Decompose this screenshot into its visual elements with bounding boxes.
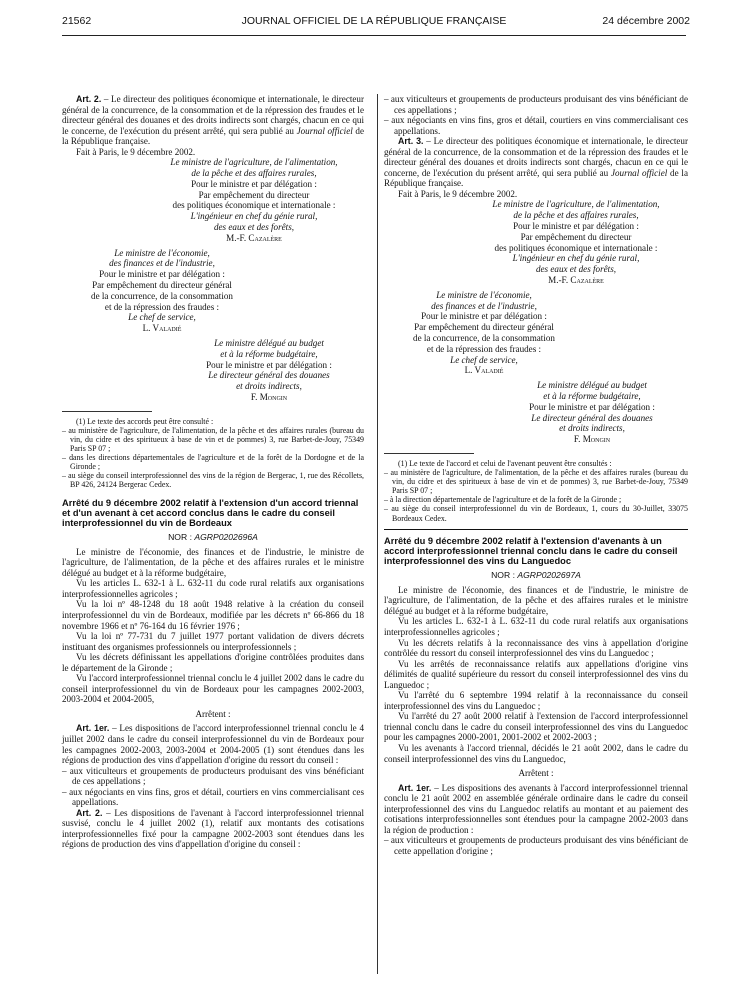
signature-economie: Le ministre de l'économie, des finances et de l'industrie, Pour le ministre et par délégation : Par empêchement du directeur général de la concurrence, de la consommation et de la répression des fraudes : Le chef de service, L. Valadié [384,290,584,376]
signature-economie: Le ministre de l'économie, des finances et de l'industrie, Pour le ministre et par délégation : Par empêchement du directeur général de la concurrence, de la consommation et de la répression des fraudes : Le chef de service, L. Valadié [62,248,262,334]
right-column: – aux viticulteurs et groupements de producteurs produisant des vins bénéficiant de ces appellations ; – aux négociants en vins fins, gros et détail, courtiers en vins commercialisant ces appellations. Art. 3. – Le directeur des politiques économique et internationale, le directeur général de la concurrence, de la consommation et de la répression des fraudes et le directeur général des douanes et droits indirects sont chargés, chacun en ce qui le concerne, de l'exécution du présent arrêté, qui sera publié au Journal officiel de la République française. Fait à Paris, le 9 décembre 2002. Le ministre de l'agriculture, de l'alimentation, de la pêche et des affaires rurales, Pour le ministre et par délégation : Par empêchement du directeur des politiques économique et internationale : L'ingénieur en chef du génie rural, des eaux et des forêts, M.-F. Cazalère Le ministre de l'économie, des finances et de l'industrie, Pour le ministre et par délégation : Par empêchement du directeur général de la concurrence, de la consommation et de la répression des fraudes : Le chef de service, L. Valadié Le ministre délégué au budget et à la réforme budgétaire, Pour le ministre et par délégation : Le directeur général des douanes et droits indirects, F. Mongin (1) Le texte de l'accord et celui de l'avenant peuvent être consultés : – au ministère de l'agriculture, de l'alimentation, de la pêche et des affaires rurales (bureau du vin, du cidre et des spiritueux à base de vin et de pommes) 3, rue Barbet-de-Jouy, 75349 Paris SP 07 ; – à la direction départementale de l'agriculture et de la forêt de la Gironde ; – au siège du conseil interprofessionnel du vin de Bordeaux, 1, cours du 30-Juillet, 33075 Bordeaux Cedex. Arrêté du 9 décembre 2002 relatif à l'extension d'avenants à un accord interprofessionnel triennal conclu dans le cadre du conseil interprofessionnel des vins du Languedoc NOR : AGRP0202697A Le ministre de l'économie, des finances et de l'industrie, le ministre de l'agriculture, de l'alimentation, de la pêche et des affaires rurales et le ministre délégué au budget et à la réforme budgétaire, Vu les articles L. 632-1 à L. 632-11 du code rural relatifs aux organisations interprofessionnelles agricoles ; Vu les décrets relatifs à la reconnaissance des vins à appellation d'origine contrôlée du ressort du conseil interprofessionnel des vins du Languedoc ; Vu les arrêtés de reconnaissance relatifs aux appellations d'origine vins délimités de qualité supérieure du ressort du conseil interprofessionnel des vins du Languedoc ; Vu l'arrêté du 6 septembre 1994 relatif à la reconnaissance du conseil interprofessionnel des vins du Languedoc ; Vu l'arrêté du 27 août 2000 relatif à l'extension de l'accord interprofessionnel triennal conclu dans le cadre du conseil interprofessionnel des vins du Languedoc pour les campagnes 2000-2001, 2001-2002 et 2002-2003 ; Vu les avenants à l'accord triennal, décidés le 21 août 2002, dans le cadre du conseil interprofessionnel des vins du Languedoc, Arrêtent : Art. 1er. – Les dispositions des avenants à l'accord interprofessionnel triennal conclu le 21 août 2002 en assemblée générale ordinaire dans le cadre du conseil interprofessionnel des vins du Languedoc relatifs au montant et au paiement des cotisations interprofessionnelles sont étendues pour la campagne 2002-2003 dans la région de production : – aux viticulteurs et groupements de producteurs produisant des vins bénéficiant de cette appellation d'origine ; [384,94,688,856]
arretent-heading: Arrêtent : [195,708,231,719]
article-label: Art. 2. [76,94,102,104]
article-2-paragraph: Art. 2. – Le directeur des politiques économique et internationale, le directeur général de la concurrence, de la consommation et de la répression des fraudes et le directeur général des douanes et des droits indirects sont chargés, chacun en ce qui le concerne, de l'exécution du présent arrêté, qui sera publié au Journal officiel de la République française. [62,94,364,147]
section-rule [384,529,688,530]
signatory-name: L. Valadié [464,365,504,376]
header-rule [62,35,686,36]
article-1-paragraph: Art. 1er. – Les dispositions des avenants à l'accord interprofessionnel triennal conclu le 21 août 2002 en assemblée générale ordinaire dans le cadre du conseil interprofessionnel des vins du Languedoc relatifs au montant et au paiement des cotisations interprofessionnelles sont étendues pour la campagne 2002-2003 dans la région de production : [384,782,688,835]
place-date: Fait à Paris, le 9 décembre 2002. [398,188,518,199]
place-date: Fait à Paris, le 9 décembre 2002. [76,146,196,157]
column-divider [377,94,378,974]
page-header [58,16,690,30]
signature-agriculture: Le ministre de l'agriculture, de l'alimentation, de la pêche et des affaires rurales, Pour le ministre et par délégation : Par empêchement du directeur des politiques économique et internationale : L'ingénieur en chef du génie rural, des eaux et des forêts, M.-F. Cazalère [472,199,680,285]
journal-title: JOURNAL OFFICIEL DE LA RÉPUBLIQUE FRANÇAISE [241,15,507,27]
signatory-name: L. Valadié [142,323,182,334]
page-number: 21562 [62,15,92,27]
signatory-name: M.-F. Cazalère [226,232,282,243]
signature-budget: Le ministre délégué au budget et à la réforme budgétaire, Pour le ministre et par délégation : Le directeur général des douanes et droits indirects, F. Mongin [180,338,358,403]
issue-date: 24 décembre 2002 [602,15,690,27]
decree-title: Arrêté du 9 décembre 2002 relatif à l'extension d'avenants à un accord interprofessionnel triennal conclu dans le cadre du conseil interprofessionnel des vins du Languedoc [384,535,678,567]
signatory-name: M.-F. Cazalère [548,275,604,286]
article-3-paragraph: Art. 3. – Le directeur des politiques économique et internationale, le directeur général de la concurrence, de la consommation et de la répression des fraudes et le directeur général des douanes et droits indirects sont chargés, chacun en ce qui le concerne, de l'exécution du présent arrêté, qui sera publié au Journal officiel de la République française. [384,136,688,189]
decree-title: Arrêté du 9 décembre 2002 relatif à l'extension d'un accord triennal et d'un avenant à cet accord conclus dans le cadre du conseil interprofessionnel du vin de Bordeaux [62,497,359,528]
nor-reference: NOR : AGRP0202697A [491,570,581,581]
article-1-paragraph: Art. 1er. – Les dispositions de l'accord interprofessionnel triennal conclu le 4 juillet 2002 dans le cadre du conseil interprofessionnel du vin de Bordeaux pour les campagnes 2002-2003, 2003-2004 et 2004-2005 (1) sont étendues dans les régions de production des vins d'appellation d'origine du ressort du conseil : [62,723,364,766]
footnotes: (1) Le texte de l'accord et celui de l'avenant peuvent être consultés : – au ministère de l'agriculture, de l'alimentation, de la pêche et des affaires rurales (bureau du vin, du cidre et des spiritueux à base de vin et de pommes) 3, rue Barbet-de-Jouy, 75349 Paris SP 07 ; – à la direction départementale de l'agriculture et de la forêt de la Gironde ; – au siège du conseil interprofessionnel du vin de Bordeaux, 1, cours du 30-Juillet, 33075 Bordeaux Cedex. [384,459,688,523]
signature-budget: Le ministre délégué au budget et à la réforme budgétaire, Pour le ministre et par délégation : Le directeur général des douanes et droits indirects, F. Mongin [502,380,682,445]
footnotes: (1) Le texte des accords peut être consulté : – au ministère de l'agriculture, de l'alimentation, de la pêche et des affaires rurales (bureau du vin, du cidre et des spiritueux à base de vin et de pommes) 3, rue Barbet-de-Jouy, 75349 Paris SP 07 ; – dans les directions départementales de l'agriculture et de la forêt de la Dordogne et de la Gironde ; – au siège du conseil interprofessionnel des vins de la région de Bergerac, 1, rue des Récollets, BP 426, 24124 Bergerac Cedex. [62,416,364,490]
footnote-rule [62,411,152,412]
left-column: Art. 2. – Le directeur des politiques économique et internationale, le directeur général de la concurrence, de la consommation et de la répression des fraudes et le directeur général des douanes et des droits indirects sont chargés, chacun en ce qui le concerne, de l'exécution du présent arrêté, qui sera publié au Journal officiel de la République française. Fait à Paris, le 9 décembre 2002. Le ministre de l'agriculture, de l'alimentation, de la pêche et des affaires rurales, Pour le ministre et par délégation : Par empêchement du directeur des politiques économique et internationale : L'ingénieur en chef du génie rural, des eaux et des forêts, M.-F. Cazalère Le ministre de l'économie, des finances et de l'industrie, Pour le ministre et par délégation : Par empêchement du directeur général de la concurrence, de la consommation et de la répression des fraudes : Le chef de service, L. Valadié Le ministre délégué au budget et à la réforme budgétaire, Pour le ministre et par délégation : Le directeur général des douanes et droits indirects, F. Mongin (1) Le texte des accords peut être consulté : – au ministère de l'agriculture, de l'alimentation, de la pêche et des affaires rurales (bureau du vin, du cidre et des spiritueux à base de vin et de pommes) 3, rue Barbet-de-Jouy, 75349 Paris SP 07 ; – dans les directions départementales de l'agriculture et de la forêt de la Dordogne et de la Gironde ; – au siège du conseil interprofessionnel des vins de la région de Bergerac, 1, rue des Récollets, BP 426, 24124 Bergerac Cedex. Arrêté du 9 décembre 2002 relatif à l'extension d'un accord triennal et d'un avenant à cet accord conclus dans le cadre du conseil interprofessionnel du vin de Bordeaux NOR : AGRP0202696A Le ministre de l'économie, des finances et de l'industrie, le ministre de l'agriculture, de l'alimentation, de la pêche et des affaires rurales et le ministre délégué au budget et à la réforme budgétaire, Vu les articles L. 632-1 à L. 632-11 du code rural relatifs aux organisations interprofessionnelles agricoles ; Vu la loi nº 48-1248 du 18 août 1948 relative à la création du conseil interprofessionnel du vin de Bordeaux, modifiée par les décrets nº 66-866 du 18 novembre 1966 et nº 76-164 du 16 février 1976 ; Vu la loi nº 77-731 du 7 juillet 1977 portant validation de divers décrets instituant des organismes professionnels ou interprofessionnels ; Vu les décrets définissant les appellations d'origine contrôlées produites dans le département de la Gironde ; Vu l'accord interprofessionnel triennal conclu le 4 juillet 2002 dans le cadre du conseil interprofessionnel du vin de Bordeaux pour les campagnes 2002-2003, 2003-2004 et 2004-2005, Arrêtent : Art. 1er. – Les dispositions de l'accord interprofessionnel triennal conclu le 4 juillet 2002 dans le cadre du conseil interprofessionnel du vin de Bordeaux pour les campagnes 2002-2003, 2003-2004 et 2004-2005 (1) sont étendues dans les régions de production des vins d'appellation d'origine du ressort du conseil : – aux viticulteurs et groupements de producteurs produisant des vins bénéficiant de ces appellations ; – aux négociants en vins fins, gros et détail, courtiers en vins commercialisant ces appellations. Art. 2. – Les dispositions de l'avenant à l'accord interprofessionnel triennal susvisé, conclu le 4 juillet 2002 (1), relatif aux montants des cotisations interprofessionnelles fixé pour la campagne 2002-2003 sont étendues dans les régions de production des vins d'appellation d'origine du conseil : [62,94,364,850]
signatory-name: F. Mongin [250,392,288,403]
nor-reference: NOR : AGRP0202696A [168,532,258,543]
signatory-name: F. Mongin [573,434,611,445]
footnote-rule [384,453,474,454]
article-2b-paragraph: Art. 2. – Les dispositions de l'avenant à l'accord interprofessionnel triennal susvisé, conclu le 4 juillet 2002 (1), relatif aux montants des cotisations interprofessionnelles fixé pour la campagne 2002-2003 sont étendues dans les régions de production des vins d'appellation d'origine du conseil : [62,807,364,850]
signature-agriculture: Le ministre de l'agriculture, de l'alimentation, de la pêche et des affaires rurales, Pour le ministre et par délégation : Par empêchement du directeur des politiques économique et internationale : L'ingénieur en chef du génie rural, des eaux et des forêts, M.-F. Cazalère [150,157,358,243]
arretent-heading: Arrêtent : [518,768,554,779]
